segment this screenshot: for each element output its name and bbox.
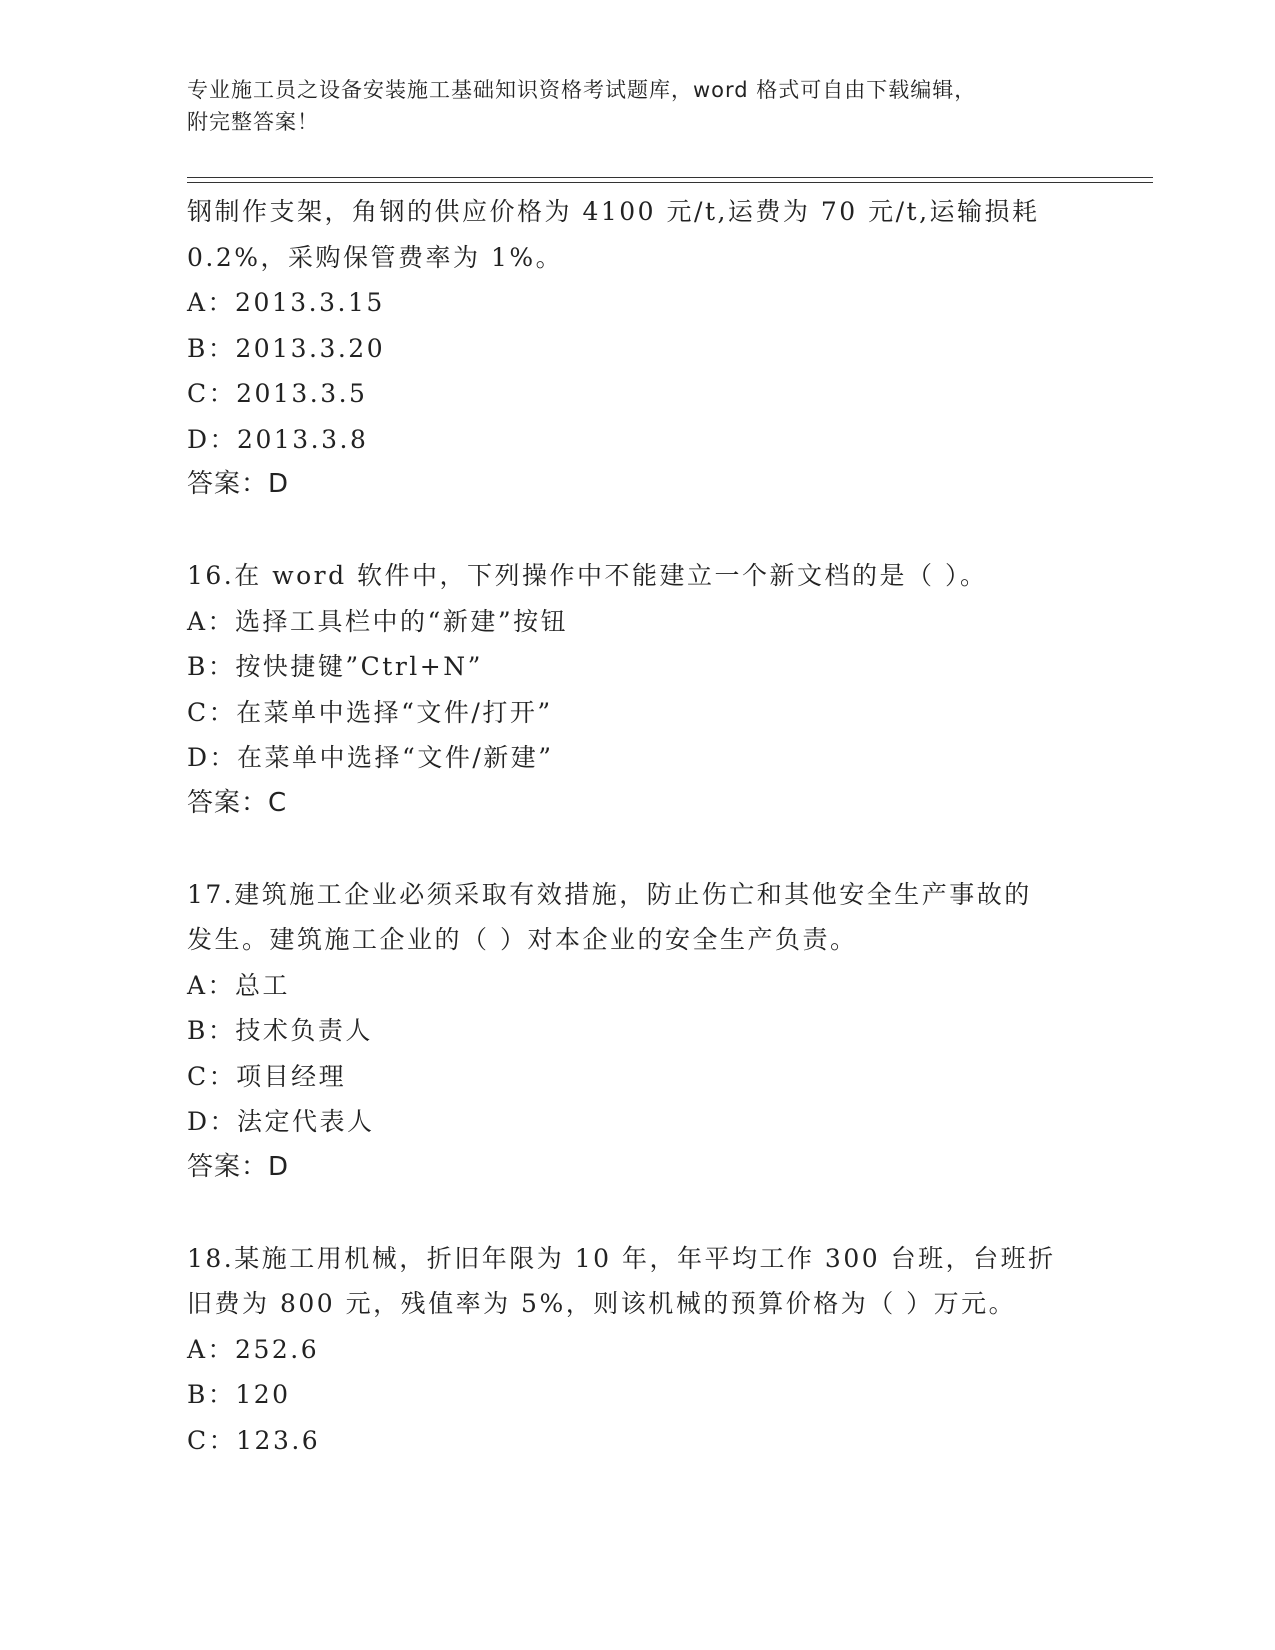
question-spacer: [187, 508, 1107, 554]
answer-line: 答案：C: [187, 787, 288, 818]
question-text-line: 旧费为 800 元，残值率为 5%，则该机械的预算价格为（ ）万元。: [187, 1289, 1017, 1318]
question-text-line: 钢制作支架，角钢的供应价格为 4100 元/t,运费为 70 元/t,运输损耗: [187, 197, 1040, 226]
header-line-2: 附完整答案！: [187, 110, 319, 134]
question-text-line: 16.在 word 软件中，下列操作中不能建立一个新文档的是（ ）。: [187, 561, 988, 590]
question-text-line: 17.建筑施工企业必须采取有效措施，防止伤亡和其他安全生产事故的: [187, 879, 1032, 909]
question-spacer: [187, 826, 1107, 872]
document-header: [187, 74, 1087, 138]
option-b: B：按快捷键”Ctrl+N”: [187, 652, 483, 681]
option-b: B：2013.3.20: [187, 333, 386, 363]
option-c: C：2013.3.5: [187, 379, 368, 408]
option-a: A：总工: [187, 970, 291, 1000]
option-a: A：2013.3.15: [187, 288, 385, 317]
question-15: [187, 189, 1107, 508]
answer-line: 答案：D: [187, 469, 290, 499]
header-divider-top: [187, 177, 1153, 178]
header-divider-bottom: [187, 182, 1153, 183]
option-b: B：120: [187, 1380, 291, 1409]
option-c: C：123.6: [187, 1425, 321, 1455]
option-a: A：252.6: [187, 1334, 320, 1364]
option-d: D：在菜单中选择“文件/新建”: [187, 743, 554, 772]
option-b: B：技术负责人: [187, 1016, 373, 1045]
question-text-line: 0.2%，采购保管费率为 1%。: [187, 242, 564, 272]
question-text-line: 18.某施工用机械，折旧年限为 10 年，年平均工作 300 台班，台班折: [187, 1243, 1056, 1273]
question-spacer: [187, 1190, 1107, 1236]
option-a: A：选择工具栏中的“新建”按钮: [187, 606, 569, 636]
header-line-1: 专业施工员之设备安装施工基础知识资格考试题库，word 格式可自由下载编辑，: [187, 78, 977, 102]
question-list: [187, 189, 1107, 1463]
question-text-line: 发生。建筑施工企业的（ ）对本企业的安全生产负责。: [187, 925, 858, 954]
answer-line: 答案：D: [187, 1151, 290, 1182]
option-c: C：在菜单中选择“文件/打开”: [187, 697, 553, 727]
option-d: D：2013.3.8: [187, 424, 369, 454]
question-18: [187, 1236, 1107, 1464]
option-c: C：项目经理: [187, 1061, 347, 1091]
question-17: [187, 872, 1107, 1191]
option-d: D：法定代表人: [187, 1107, 375, 1136]
question-16: [187, 553, 1107, 826]
